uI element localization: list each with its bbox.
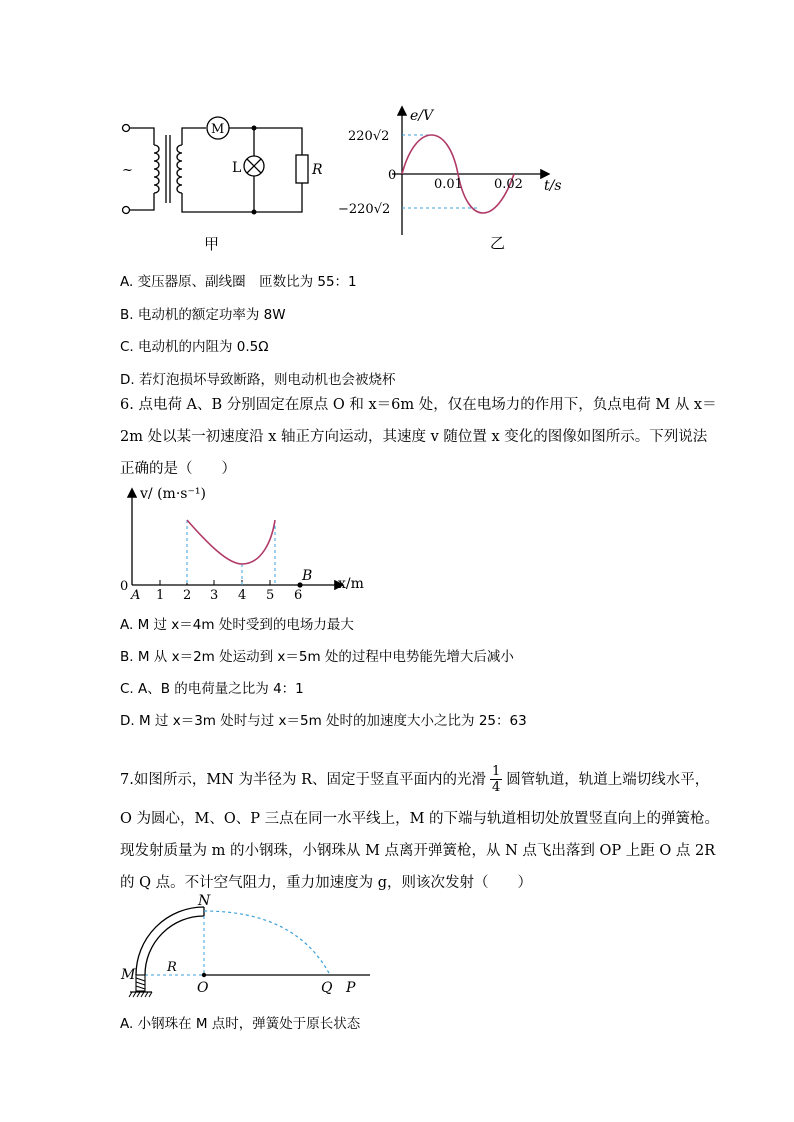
motor-label: M bbox=[211, 122, 225, 137]
label-o: O bbox=[197, 980, 209, 996]
input-terminal-top bbox=[123, 125, 130, 132]
q6-option-d: D. M 过 x＝3m 处时与过 x＝5m 处时的加速度大小之比为 25：63 bbox=[120, 713, 527, 729]
spring-gun-track-diagram bbox=[116, 893, 386, 1005]
q7-stem-line-4: 的 Q 点。不计空气阻力，重力加速度为 g，则该次发射（ ） bbox=[120, 875, 532, 891]
x-tick-1: 1 bbox=[156, 588, 165, 603]
label-p: P bbox=[346, 980, 356, 996]
q5-option-c: C. 电动机的内阻为 0.5Ω bbox=[120, 339, 269, 355]
q6-stem-line-2: 2m 处以某一初速度沿 x 轴正方向运动，其速度 v 随位置 x 变化的图像如图所示。下列说法 bbox=[120, 429, 708, 445]
x-tick-6: 6 bbox=[294, 588, 303, 603]
y-tick-positive: 220√2 bbox=[348, 129, 390, 144]
q7-stem-line-1-b: 圆管轨道，轨道上端切线水平， bbox=[506, 771, 710, 788]
label-r: R bbox=[167, 960, 177, 975]
label-q: Q bbox=[321, 980, 333, 996]
emf-time-graph bbox=[336, 100, 576, 260]
q7-stem-line-3: 现发射质量为 m 的小钢珠，小钢珠从 M 点离开弹簧枪，从 N 点飞出落到 OP 上距 O 点 2R bbox=[120, 843, 716, 859]
x-tick-3: 3 bbox=[210, 588, 219, 603]
x-tick-0-02: 0.02 bbox=[494, 177, 523, 192]
primary-coil bbox=[154, 145, 159, 193]
x-tick-2: 2 bbox=[183, 588, 192, 603]
secondary-coil bbox=[177, 145, 182, 193]
caption-yi: 乙 bbox=[490, 234, 506, 252]
q6-option-c: C. A、B 的电荷量之比为 4：1 bbox=[120, 681, 304, 697]
projectile-trajectory bbox=[204, 911, 330, 975]
circuit-diagram bbox=[110, 105, 340, 255]
resistor-label: R bbox=[312, 162, 323, 178]
y-axis-label: e/V bbox=[410, 108, 434, 124]
lamp-label: L bbox=[232, 160, 242, 176]
quarter-fraction bbox=[490, 764, 502, 795]
q7-stem-line-1 bbox=[120, 764, 709, 795]
input-terminal-bottom bbox=[123, 207, 130, 214]
caption-jia: 甲 bbox=[204, 235, 220, 253]
x-tick-4: 4 bbox=[238, 588, 247, 603]
q7-stem-line-2: O 为圆心，M、O、P 三点在同一水平线上，M 的下端与轨道相切处放置竖直向上的弹簧枪。 bbox=[120, 811, 720, 827]
q5-option-a: A. 变压器原、副线圈 匝数比为 55：1 bbox=[120, 274, 357, 290]
q6-stem-line-3: 正确的是（ ） bbox=[120, 461, 236, 477]
x-axis-label: t/s bbox=[544, 178, 562, 194]
point-b-label: B bbox=[302, 568, 313, 584]
point-o-dot bbox=[202, 973, 206, 977]
q6-option-b: B. M 从 x＝2m 处运动到 x＝5m 处的过程中电势能先增大后减小 bbox=[120, 649, 514, 665]
label-m: M bbox=[121, 967, 136, 983]
q6-option-a: A. M 过 x＝4m 处时受到的电场力最大 bbox=[120, 617, 354, 633]
q7-stem-line-1-a: 7.如图所示，MN 为半径为 R、固定于竖直平面内的光滑 bbox=[120, 771, 487, 788]
origin-label: 0 bbox=[120, 579, 129, 594]
fraction-denominator: 4 bbox=[492, 780, 501, 795]
x-tick-0-01: 0.01 bbox=[434, 177, 463, 192]
velocity-position-graph bbox=[112, 478, 392, 606]
origin-label: 0 bbox=[388, 168, 397, 183]
x-axis-label: x/m bbox=[338, 576, 364, 592]
v-axis-label: v/ (m·s⁻¹) bbox=[140, 486, 206, 502]
velocity-curve bbox=[187, 520, 275, 564]
label-n: N bbox=[198, 893, 211, 909]
y-tick-negative: −220√2 bbox=[338, 202, 391, 217]
q5-option-b: B. 电动机的额定功率为 8W bbox=[120, 307, 286, 323]
q5-option-d: D. 若灯泡损坏导致断路，则电动机也会被烧杯 bbox=[120, 372, 396, 388]
q6-stem-line-1: 6. 点电荷 A、B 分别固定在原点 O 和 x＝6m 处，仅在电场力的作用下，负点电荷 M 从 x＝ bbox=[120, 397, 717, 413]
ac-tilde: ~ bbox=[122, 163, 133, 178]
point-a-label: A bbox=[131, 588, 141, 603]
q7-option-a: A. 小钢珠在 M 点时，弹簧处于原长状态 bbox=[120, 1016, 361, 1032]
fraction-numerator: 1 bbox=[492, 764, 501, 779]
resistor bbox=[296, 155, 308, 183]
x-tick-5: 5 bbox=[266, 588, 275, 603]
